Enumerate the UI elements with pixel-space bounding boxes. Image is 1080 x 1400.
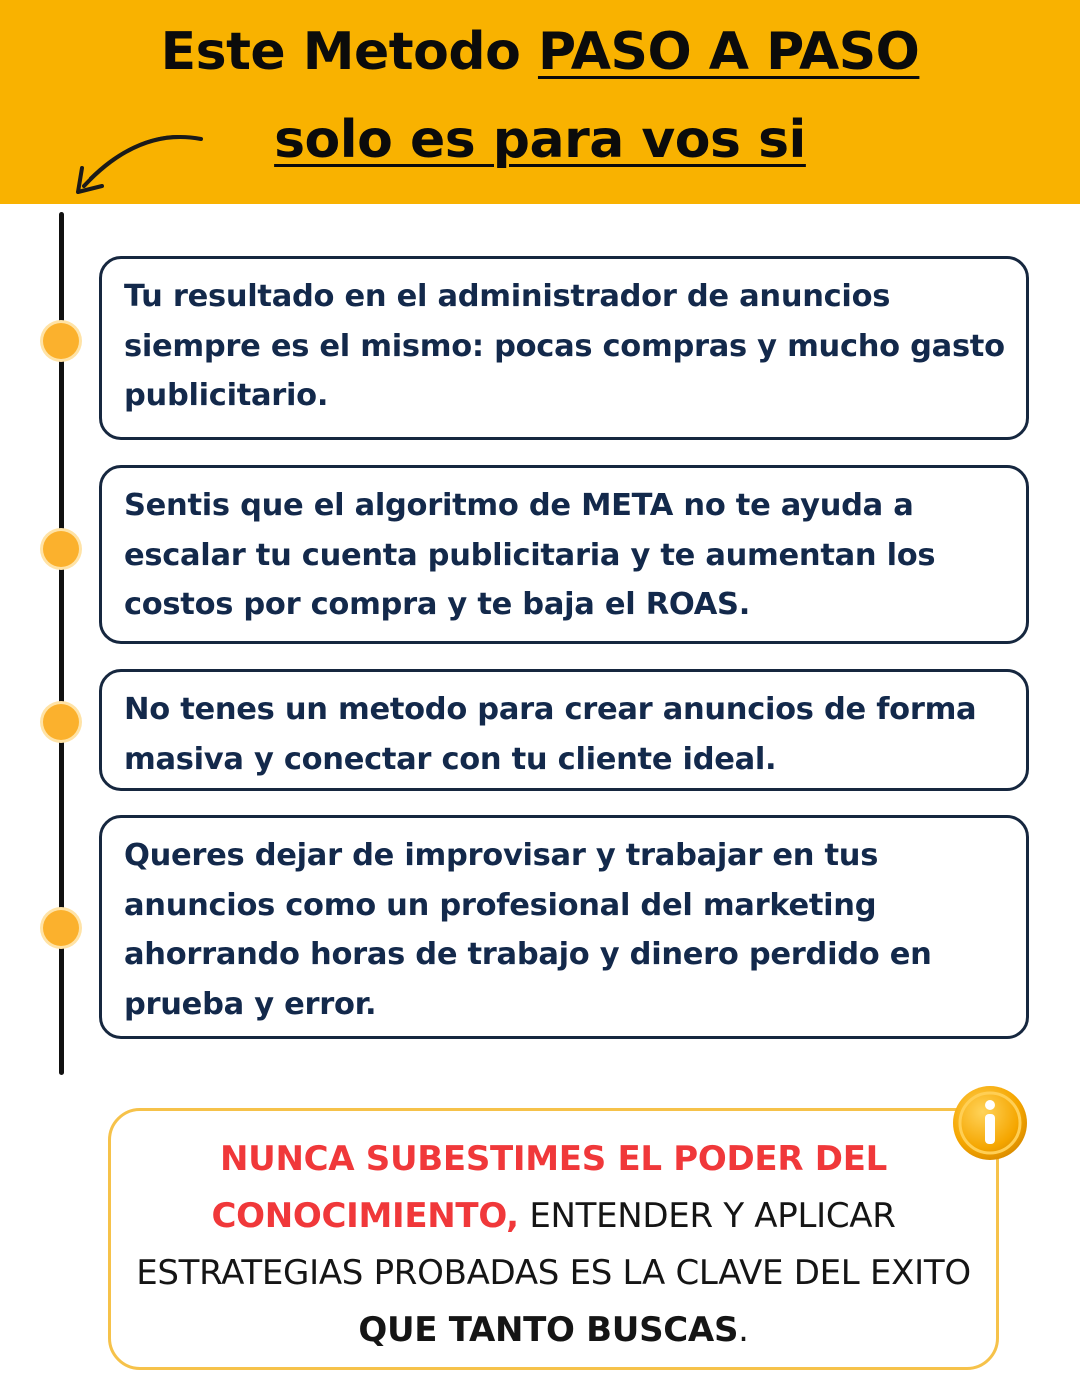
callout-bold-text: QUE TANTO BUSCAS (358, 1310, 739, 1350)
timeline-dot (43, 323, 79, 359)
callout-box (108, 1108, 999, 1370)
title-prefix: Este Metodo (160, 22, 538, 82)
arrow-curved-icon (70, 128, 205, 198)
timeline-dot (43, 704, 79, 740)
list-item: Tu resultado en el administrador de anuncios siempre es el mismo: pocas compras y mucho gasto publicitario. (99, 256, 1029, 440)
list-item: Queres dejar de improvisar y trabajar en tus anuncios como un profesional del marketing ahorrando horas de trabajo y dinero perdido en prueba y error. (99, 815, 1029, 1039)
info-icon (950, 1083, 1030, 1163)
list-item: Sentis que el algoritmo de META no te ayuda a escalar tu cuenta publicitaria y te aumentan los costos por compra y te baja el ROAS. (99, 465, 1029, 644)
callout-middle-text: ENTENDER Y APLICAR ESTRATEGIAS PROBADAS ES LA CLAVE DEL EXITO (136, 1196, 971, 1293)
callout-red-text: NUNCA SUBESTIMES EL PODER DEL CONOCIMIENTO, (211, 1139, 887, 1236)
timeline-dot (43, 531, 79, 567)
page-title-line-1 (0, 22, 1080, 82)
title-line2-text: solo es para vos si (274, 110, 806, 170)
callout-end-text: . (738, 1310, 749, 1350)
timeline-dot (43, 910, 79, 946)
title-underlined: PASO A PASO (537, 22, 920, 82)
list-item: No tenes un metodo para crear anuncios de forma masiva y conectar con tu cliente ideal. (99, 669, 1029, 791)
